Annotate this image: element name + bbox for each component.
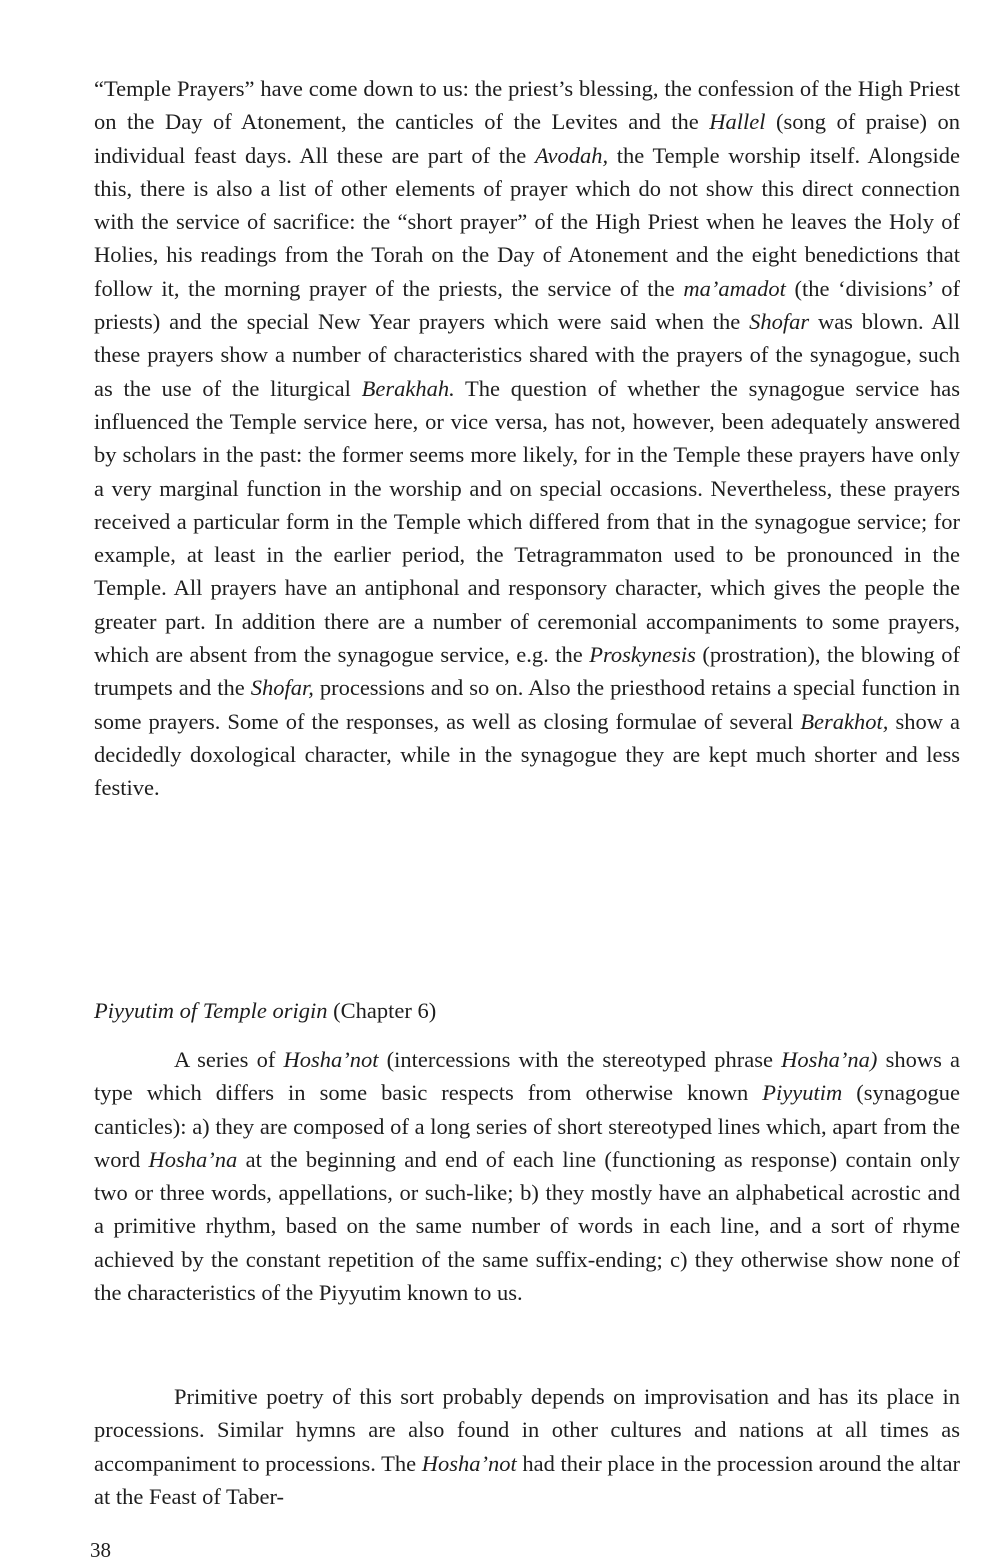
paragraph-text: (the ‘divisions’ of priests) and the special New Year prayers which were said when the [94,275,960,335]
paragraph-text: (song of praise) on individual feast days. All these are part of the [94,109,960,168]
paragraph-text: shows a type which differs in some basic respects from otherwise known [94,1047,961,1106]
paragraph-text: Primitive poetry of this sort probably depends on improvisation and has its place in processions. Similar hymns are also found in other cultures and nations at all times as accompaniment to processions. The [94,1384,960,1476]
italic-term: Shofar, [250,675,314,701]
paragraph-text: (synagogue canticles): a) they are composed of a long series of short stereotyped lines which, apart from the word [94,1080,960,1172]
page-number: 38 [90,1538,111,1562]
italic-term: Hosha’not [421,1450,517,1476]
section-heading [94,994,436,1027]
paragraph-text: processions and so on. Also the priesthood retains a special function in some prayers. Some of the responses, as well as closing formulae of several [94,675,960,734]
italic-term: Hosha’na) [781,1047,878,1072]
paragraph-text: the Temple worship itself. Alongside this, there is also a list of other elements of prayer which do not show this direct connection with the service of sacrifice: the “short prayer” of the High Priest when he leaves the Holy of Holies, his readings from the Torah on the Day of Atonement and the eight benedictions that follow it, the morning prayer of the priests, the service of the [94,142,960,301]
italic-term: Hosha’na [148,1146,238,1172]
body-paragraph-temple-prayers [94,72,960,805]
paragraph-text: A series of [174,1047,284,1072]
section-heading-title: Piyyutim of Temple origin [94,998,328,1023]
italic-term: Hosha’not [283,1047,379,1072]
paragraph-text: (intercessions with the stereotyped phrase [378,1047,782,1072]
body-paragraph-hoshanot [94,1043,960,1309]
italic-term: Hallel [709,109,766,135]
paragraph-text: “Temple Prayers” have come down to us: the priest’s blessing, the confession of the High Priest on the Day of Atonement, the canticles of the Levites and the [94,76,960,135]
italic-term: Piyyutim [762,1080,843,1106]
paragraph-text: at the beginning and end of each line (functioning as response) contain only two or three words, appellations, or such-like; b) they mostly have an alphabetical acrostic and a primitive rhythm, based on the same number of words in each line, and a sort of rhyme achieved by the constant repetition of the same suffix-ending; c) they otherwise show none of the characteristics of the Piyyutim known to us. [94,1146,960,1306]
paragraph-text: The question of whether the synagogue service has influenced the Temple service here, or vice versa, has not, however, been adequately answered by scholars in the past: the former seems more likely, for in the Temple these prayers have only a very marginal function in the worship and on special occasions. Nevertheless, these prayers received a particular form in the Temple which differed from that in the synagogue service; for example, at least in the earlier period, the Tetragrammaton used to be pronounced in the Temple. All prayers have an antiphonal and responsory character, which gives the people the greater part. In addition there are a number of ceremonial accompaniments to some prayers, which are absent from the synagogue service, e.g. the [94,375,960,668]
italic-term: Shofar [749,309,810,335]
italic-term: Berakhot, [800,708,889,734]
paragraph-text: had their place in the procession around the altar at the Feast of Taber- [94,1450,960,1509]
body-paragraph-primitive-poetry [94,1380,960,1513]
section-heading-chapter: (Chapter 6) [327,998,437,1023]
italic-term: ma’amadot [683,275,786,301]
italic-term: Proskynesis [589,642,696,668]
paragraph-text: was blown. All these prayers show a number of characteristics shared with the prayers of the synagogue, such as the use of the liturgical [94,309,960,401]
paragraph-text: (prostration), the blowing of trumpets and the [94,642,960,701]
italic-term: Avodah, [534,142,609,168]
italic-term: Berakhah. [361,375,455,401]
paragraph-text: show a decidedly doxological character, while in the synagogue they are kept much shorter and less festive. [94,708,960,801]
